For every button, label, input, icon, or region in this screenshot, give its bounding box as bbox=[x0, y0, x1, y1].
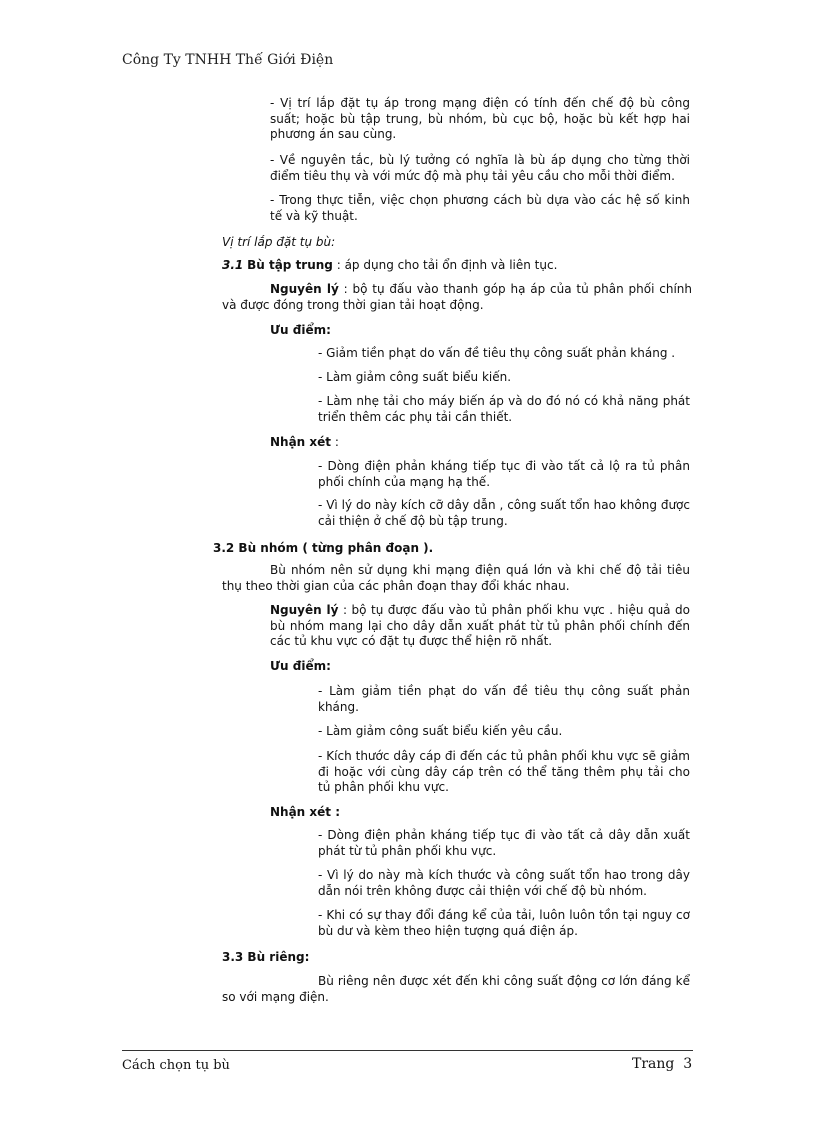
remarks-label-text: Nhận xét bbox=[270, 435, 332, 449]
section-3-2-remarks-label: Nhận xét : bbox=[270, 805, 340, 819]
section-3-1-principle bbox=[222, 282, 692, 313]
intro-paragraph-3: - Trong thực tiễn, việc chọn phương cách bù dựa vào các hệ số kinh tế và kỹ thuật. bbox=[270, 193, 690, 223]
section-3-1-remark-1: - Dòng điện phản kháng tiếp tục đi vào tất cả lộ ra tủ phân phối chính của mạng hạ thế. bbox=[318, 459, 690, 489]
section-3-2-description: Bù nhóm nên sử dụng khi mạng điện quá lớn và khi chế độ tải tiêu thụ theo thời gian của các phân đoạn thay đổi khác nhau. bbox=[222, 563, 690, 593]
page-header: Công Ty TNHH Thế Giới Điện bbox=[122, 52, 334, 68]
section-3-1-remark-2: - Vì lý do này kích cỡ dây dẫn , công suất tổn hao không được cải thiện ở chế độ bù tập trung. bbox=[318, 498, 690, 528]
section-3-2-advantage-2: - Làm giảm công suất biểu kiến yêu cầu. bbox=[318, 724, 563, 738]
section-3-2-advantages-label: Ưu điểm: bbox=[270, 659, 331, 673]
footer-title: Cách chọn tụ bù bbox=[122, 1058, 230, 1073]
section-3-3-heading: 3.3 Bù riêng: bbox=[222, 950, 310, 964]
section-3-1-remarks-label bbox=[270, 435, 339, 451]
section-3-2-advantage-3: - Kích thước dây cáp đi đến các tủ phân phối khu vực sẽ giảm đi hoặc với cùng dây cáp trên có thể tăng thêm phụ tải cho tủ phân phối khu vực. bbox=[318, 749, 690, 794]
section-3-1-heading bbox=[222, 258, 692, 274]
intro-paragraph-1: - Vị trí lắp đặt tụ áp trong mạng điện có tính đến chế độ bù công suất; hoặc bù tập trung, bù nhóm, bù cục bộ, hoặc bù kết hợp hai phương án sau cùng. bbox=[270, 96, 690, 141]
section-3-2-remark-2: - Vì lý do này mà kích thước và công suất tổn hao trong dây dẫn nói trên không được cải thiện với chế độ bù nhóm. bbox=[318, 868, 690, 898]
section-3-3-description: Bù riêng nên được xét đến khi công suất động cơ lớn đáng kể so với mạng điện. bbox=[222, 974, 690, 1004]
section-3-1-advantage-2: - Làm giảm công suất biểu kiến. bbox=[318, 370, 512, 384]
principle-label: Nguyên lý bbox=[270, 603, 339, 617]
principle-text: : bộ tụ đấu vào thanh góp hạ áp của tủ phân phối chính và được đóng trong thời gian tải hoạt động. bbox=[222, 282, 692, 312]
section-3-2-remark-3: - Khi có sự thay đổi đáng kể của tải, luôn luôn tồn tại nguy cơ bù dư và kèm theo hiện tượng quá điện áp. bbox=[318, 908, 690, 938]
section-3-2-advantage-1: - Làm giảm tiền phạt do vấn đề tiêu thụ công suất phản kháng. bbox=[318, 684, 690, 714]
section-3-1-advantages-label: Ưu điểm: bbox=[270, 323, 331, 337]
page-number: Trang 3 bbox=[632, 1056, 693, 1072]
remarks-colon: : bbox=[331, 435, 339, 449]
location-heading: Vị trí lắp đặt tụ bù: bbox=[222, 235, 336, 249]
section-3-2-heading: 3.2 Bù nhóm ( từng phân đoạn ). bbox=[213, 541, 434, 555]
section-3-1-advantage-1: - Giảm tiền phạt do vấn đề tiêu thụ công suất phản kháng . bbox=[318, 346, 676, 360]
principle-label: Nguyên lý bbox=[270, 282, 339, 296]
section-3-1-desc: : áp dụng cho tải ổn định và liên tục. bbox=[332, 258, 558, 272]
principle-text: : bộ tụ được đấu vào tủ phân phối khu vực . hiệu quả do bù nhóm mang lại cho dây dẫn xuất phát từ tủ phân phối chính đến các tủ khu vực có đặt tụ được thể hiện rõ nhất. bbox=[270, 603, 690, 648]
section-3-1-number: 3.1 bbox=[222, 258, 244, 272]
footer-divider bbox=[122, 1050, 693, 1051]
intro-paragraph-2: - Về nguyên tắc, bù lý tưởng có nghĩa là bù áp dụng cho từng thời điểm tiêu thụ và với mức độ mà phụ tải yêu cầu cho mỗi thời điểm. bbox=[270, 153, 690, 183]
section-3-1-title: Bù tập trung bbox=[247, 258, 333, 272]
section-3-2-principle bbox=[270, 603, 690, 650]
section-3-2-remark-1: - Dòng điện phản kháng tiếp tục đi vào tất cả dây dẫn xuất phát từ tủ phân phối khu vực. bbox=[318, 828, 690, 858]
section-3-1-advantage-3: - Làm nhẹ tải cho máy biến áp và do đó nó có khả năng phát triển thêm các phụ tải cần thiết. bbox=[318, 394, 690, 424]
